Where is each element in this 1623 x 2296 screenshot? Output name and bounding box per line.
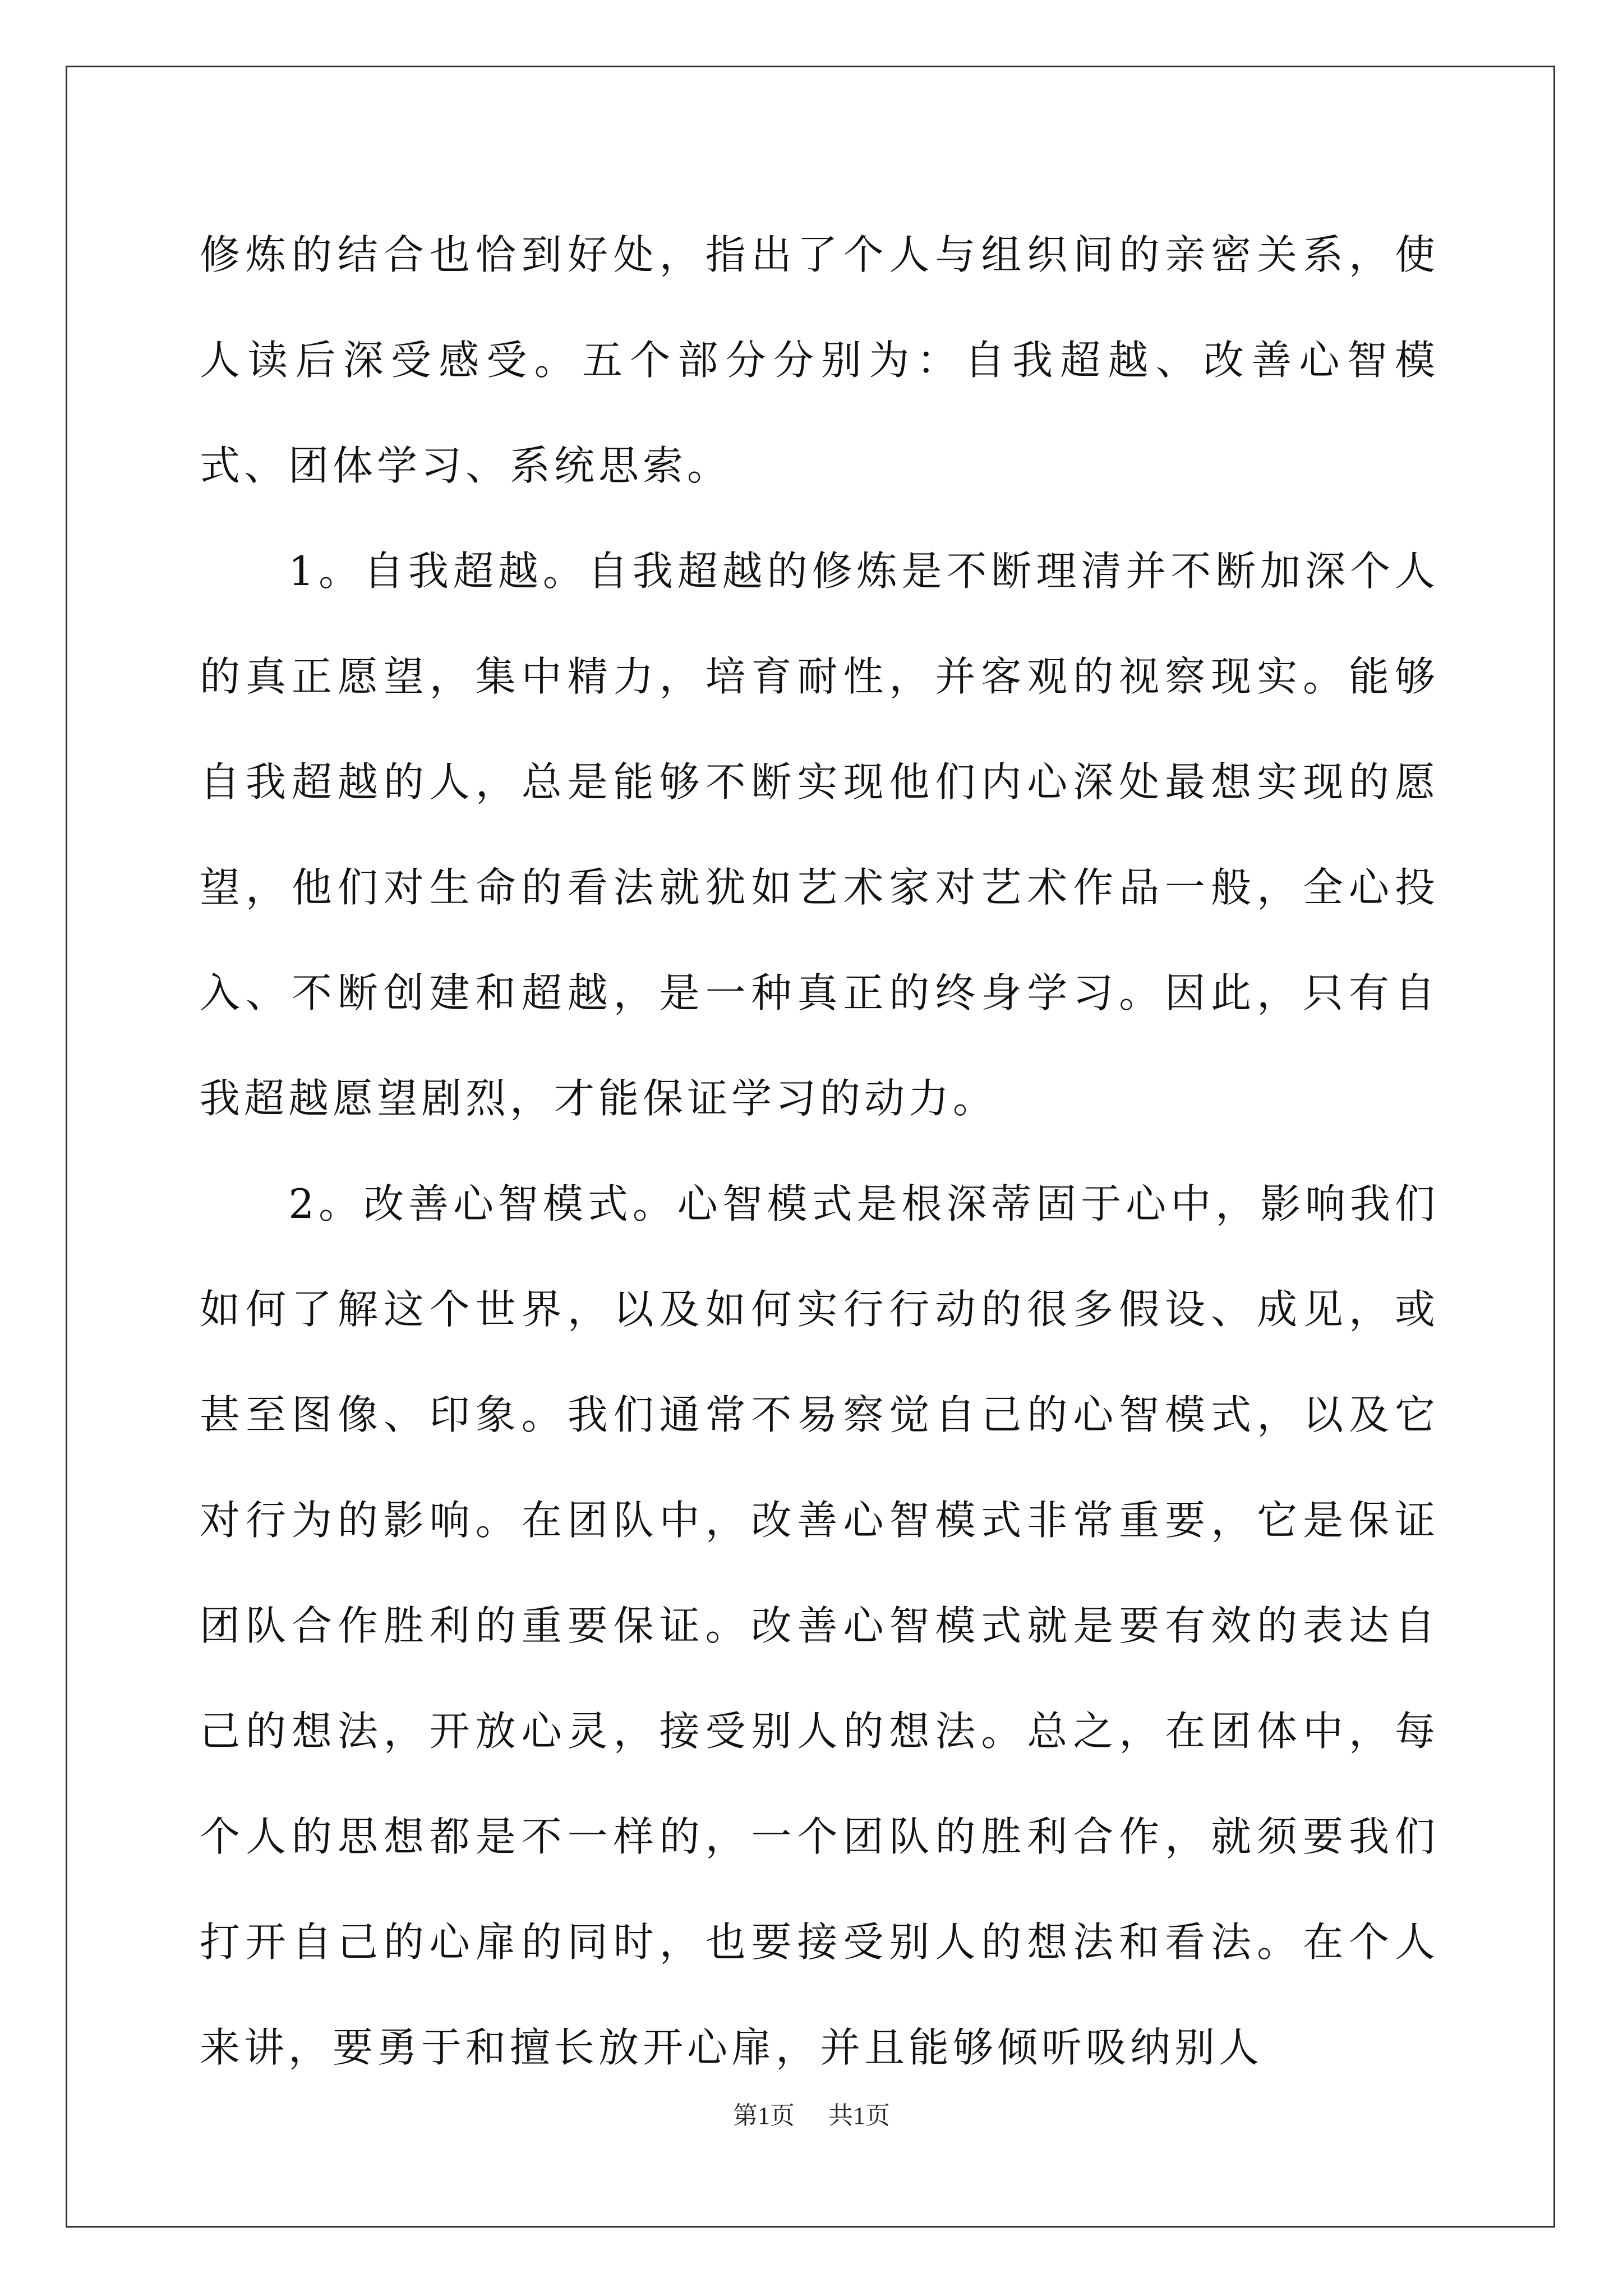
paragraph-3: 2。改善心智模式。心智模式是根深蒂固于心中，影响我们如何了解这个世界，以及如何实行行动的很多假设、成见，或甚至图像、印象。我们通常不易察觉自己的心智模式，以及它对行为的影响。在团队中，改善心智模式非常重要，它是保证团队合作胜利的重要保证。改善心智模式就是要有效的表达自己的想法，开放心灵，接受别人的想法。总之，在团体中，每个人的思想都是不一样的，一个团队的胜利合作，就须要我们打开自己的心扉的同时，也要接受别人的想法和看法。在个人来讲，要勇于和擅长放开心扉，并且能够倾听吸纳别人 — [200, 1180, 1439, 2071]
page-footer — [0, 2095, 1623, 2131]
paragraph-2: 1。自我超越。自我超越的修炼是不断理清并不断加深个人的真正愿望，集中精力，培育耐性，并客观的视察现实。能够自我超越的人，总是能够不断实现他们内心深处最想实现的愿望，他们对生命的看法就犹如艺术家对艺术作品一般，全心投入、不断创建和超越，是一种真正的终身学习。因此，只有自我超越愿望剧烈，才能保证学习的动力。 — [200, 547, 1439, 1122]
document-body — [200, 202, 1439, 2100]
page-number-current: 第1页 — [733, 2102, 795, 2129]
paragraph-1: 修炼的结合也恰到好处，指出了个人与组织间的亲密关系，使人读后深受感受。五个部分分别为：自我超越、改善心智模式、团体学习、系统思索。 — [200, 231, 1439, 489]
page-number-total: 共1页 — [828, 2102, 890, 2129]
